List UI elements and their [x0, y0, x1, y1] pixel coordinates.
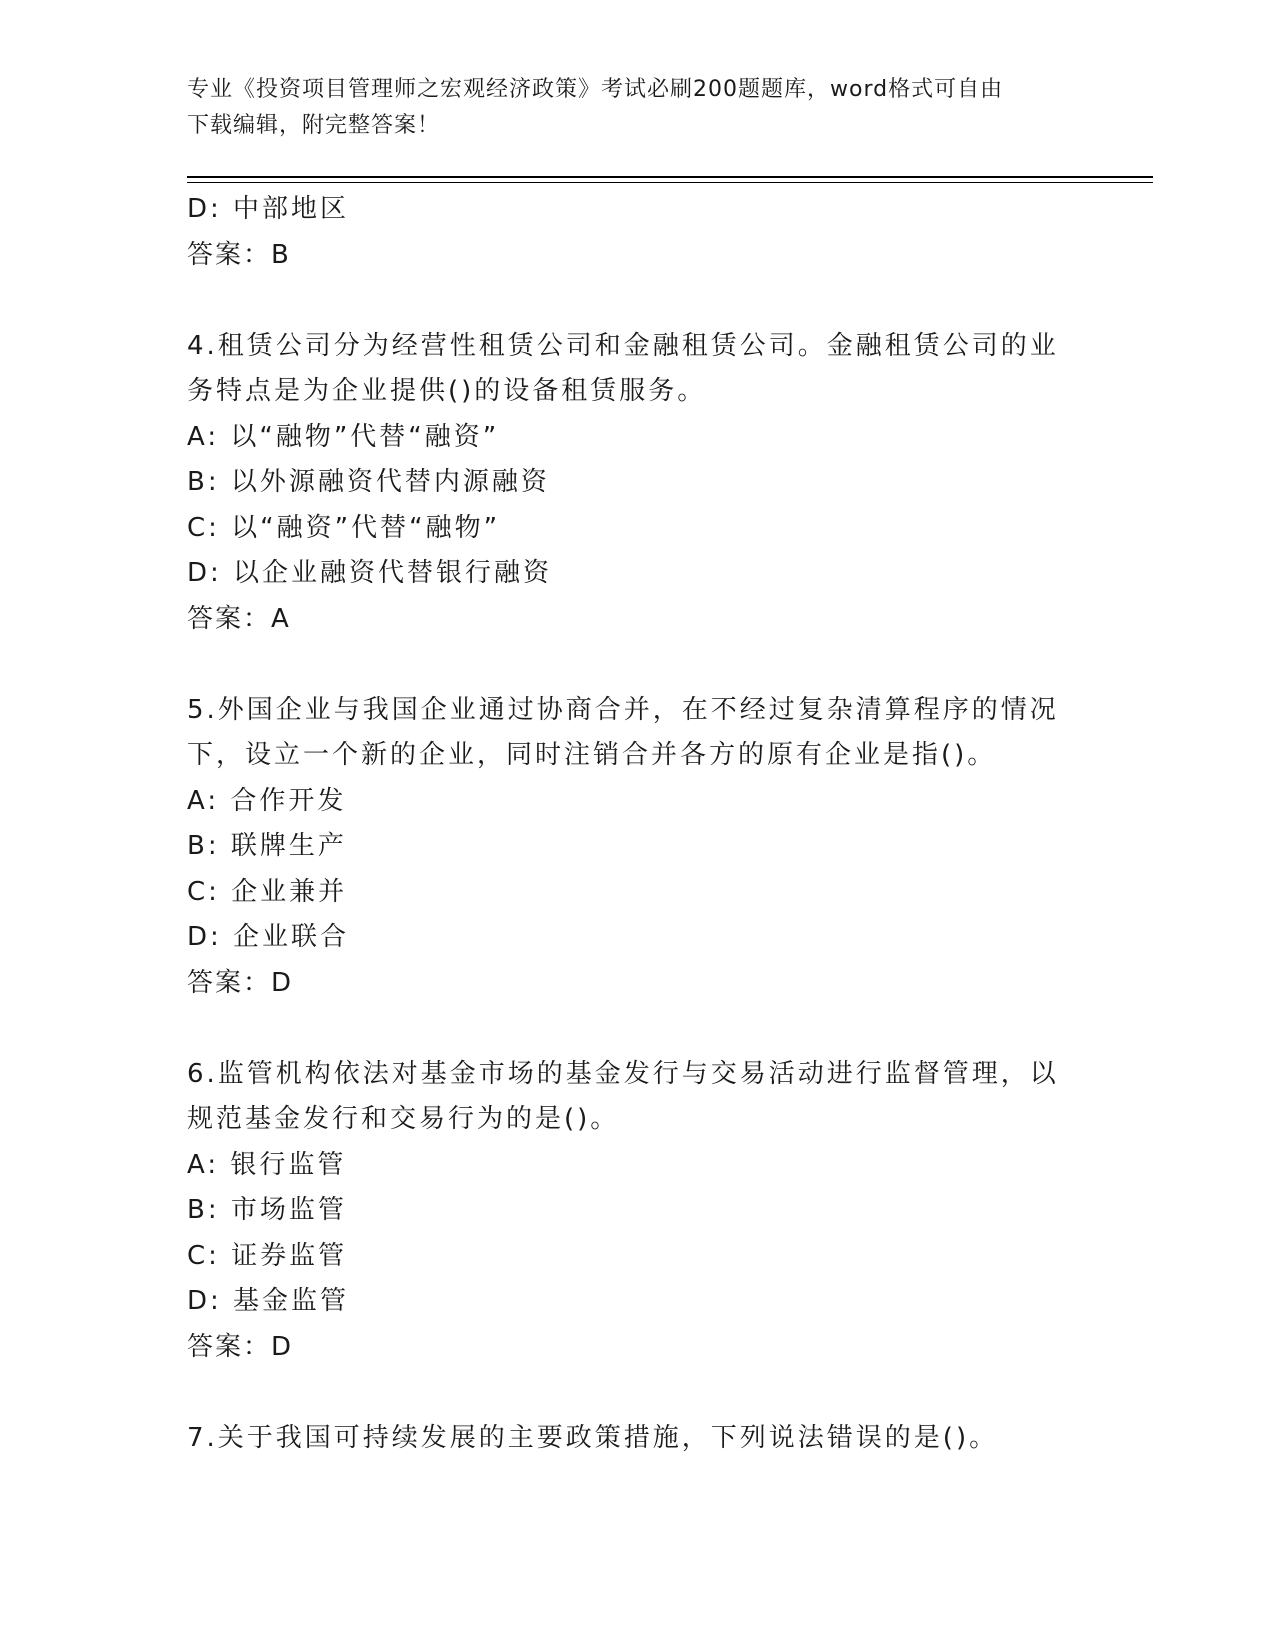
answer-line: 答案：D — [187, 1331, 294, 1362]
header-line-1: 专业《投资项目管理师之宏观经济政策》考试必刷200题题库，word格式可自由 — [187, 77, 1004, 102]
spacer — [187, 1370, 1067, 1416]
spacer — [187, 278, 1067, 324]
option-a: A: 银行监管 — [187, 1149, 347, 1180]
question-stem: 下，设立一个新的企业，同时注销合并各方的原有企业是指()。 — [187, 740, 997, 770]
question-stem: 务特点是为企业提供()的设备租赁服务。 — [187, 376, 707, 406]
question-stem: 7.关于我国可持续发展的主要政策措施，下列说法错误的是()。 — [187, 1422, 999, 1453]
header-line-2: 下载编辑，附完整答案！ — [187, 113, 441, 138]
option-c: C: 以“融资”代替“融物” — [187, 512, 501, 543]
question-6 — [187, 1052, 1067, 1371]
question-7 — [187, 1416, 1067, 1462]
spacer — [187, 1006, 1067, 1052]
answer-line: 答案：B — [187, 239, 291, 270]
question-stem: 6.监管机构依法对基金市场的基金发行与交易活动进行监督管理，以 — [187, 1058, 1059, 1089]
option-c: C: 企业兼并 — [187, 876, 348, 907]
question-stem: 4.租赁公司分为经营性租赁公司和金融租赁公司。金融租赁公司的业 — [187, 330, 1059, 361]
question-stem: 5.外国企业与我国企业通过协商合并，在不经过复杂清算程序的情况 — [187, 694, 1059, 725]
option-d: D: 中部地区 — [187, 194, 350, 224]
option-d: D: 基金监管 — [187, 1286, 350, 1316]
option-a: A: 以“融物”代替“融资” — [187, 421, 500, 452]
option-a: A: 合作开发 — [187, 785, 347, 816]
question-list — [187, 187, 1067, 1461]
option-b: B: 以外源融资代替内源融资 — [187, 467, 550, 497]
option-b: B: 联牌生产 — [187, 831, 347, 861]
question-stem: 规范基金发行和交易行为的是()。 — [187, 1104, 620, 1134]
answer-line: 答案：A — [187, 603, 291, 634]
question-4 — [187, 324, 1067, 643]
option-b: B: 市场监管 — [187, 1195, 347, 1225]
header-rule-thin — [187, 182, 1153, 183]
question-5 — [187, 688, 1067, 1007]
document-header — [187, 72, 1087, 144]
answer-line: 答案：D — [187, 967, 294, 998]
option-c: C: 证券监管 — [187, 1240, 348, 1271]
header-rule-thick — [187, 176, 1153, 178]
option-d: D: 企业联合 — [187, 922, 350, 952]
option-d: D: 以企业融资代替银行融资 — [187, 558, 553, 588]
spacer — [187, 642, 1067, 688]
